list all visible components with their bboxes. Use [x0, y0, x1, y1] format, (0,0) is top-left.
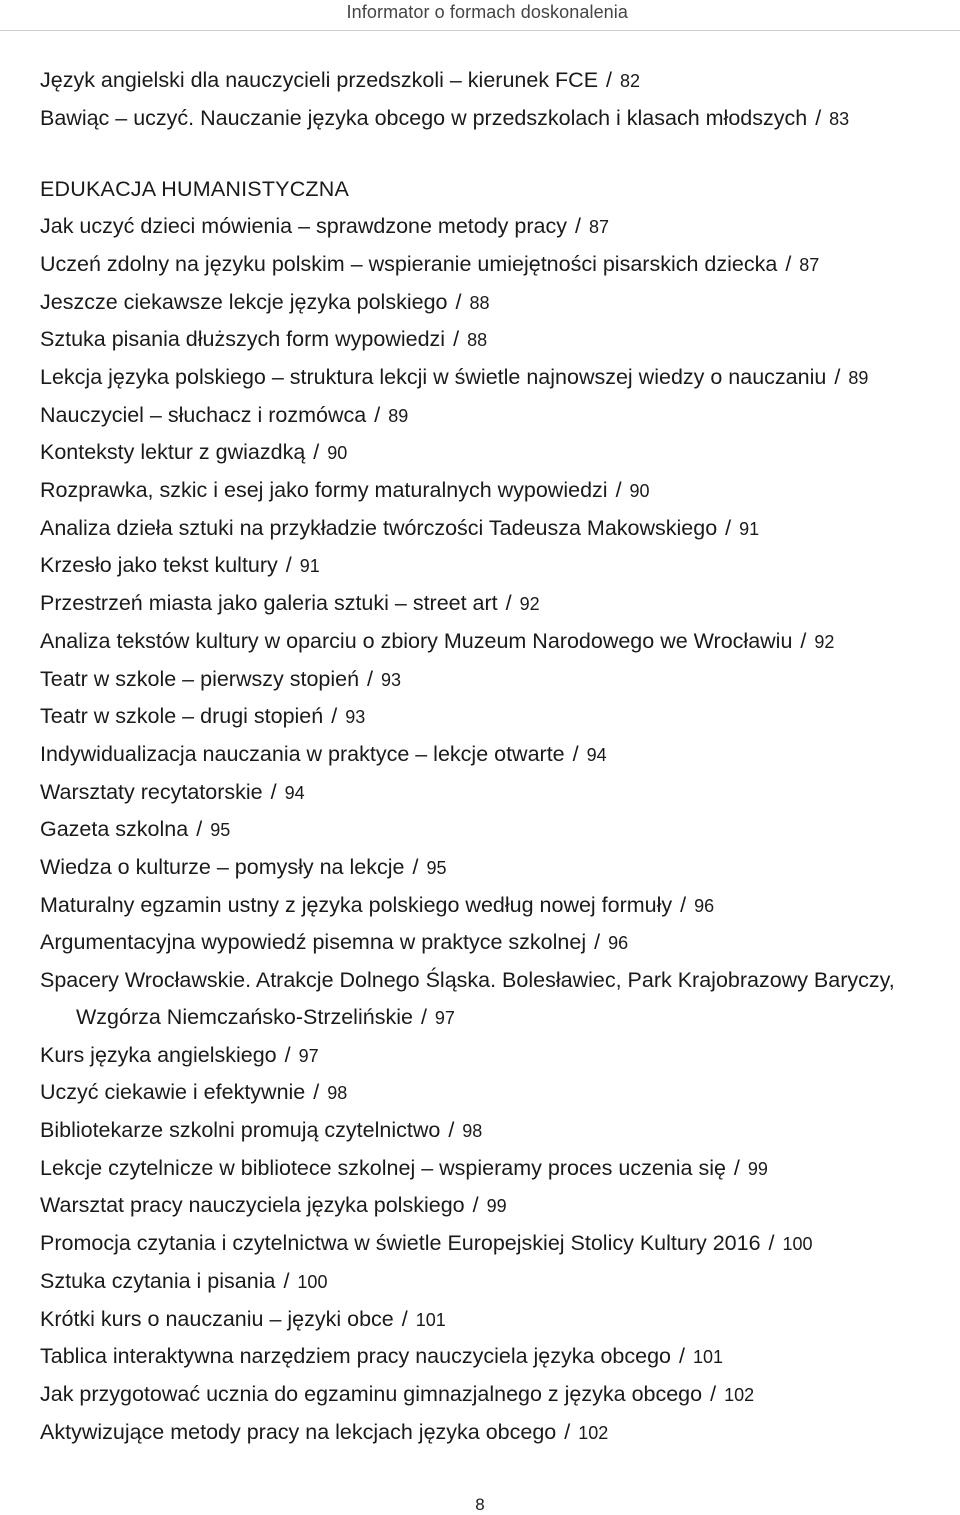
toc-entry-page: 91 [299, 556, 320, 577]
toc-entry-page: 89 [388, 405, 409, 426]
toc-entry [40, 359, 950, 397]
toc-entry-page: 96 [608, 933, 629, 954]
toc-entry-title-line1: Spacery Wrocławskie. Atrakcje Dolnego Śląska. Bolesławiec, Park Krajobrazowy Baryczy, [40, 968, 895, 993]
toc-entry-page: 90 [327, 443, 348, 464]
toc-entry-page: 83 [829, 108, 850, 129]
toc-entry-title: Teatr w szkole – drugi stopień [40, 704, 324, 729]
toc-entry [40, 1338, 950, 1376]
toc-entry-page: 92 [519, 594, 540, 615]
toc-entry-page: 101 [415, 1309, 446, 1330]
toc-entry-title: Jak przygotować ucznia do egzaminu gimnazjalnego z języka obcego [40, 1381, 703, 1406]
toc-entry-page: 89 [848, 367, 869, 388]
toc-entry-page: 93 [345, 707, 366, 728]
toc-entry [40, 585, 950, 623]
toc-separator: / [313, 440, 320, 465]
toc-separator: / [606, 68, 613, 92]
toc-separator: / [680, 892, 687, 917]
toc-separator: / [725, 515, 732, 540]
toc-entry-page: 87 [588, 217, 609, 238]
toc-separator: / [800, 628, 807, 653]
toc-entry-title: Bibliotekarze szkolni promują czytelnictwo [40, 1117, 441, 1142]
toc-entry [40, 62, 950, 100]
toc-entry [40, 1112, 950, 1150]
toc-separator: / [679, 1344, 685, 1369]
toc-entry [40, 284, 950, 322]
toc-entry-title: Analiza dzieła sztuki na przykładzie twórczości Tadeusza Makowskiego [40, 515, 718, 540]
toc-entry [40, 246, 950, 284]
toc-entry-title: Krzesło jako tekst kultury [40, 553, 278, 578]
toc-entry-title: Bawiąc – uczyć. Nauczanie języka obcego w przedszkolach i klasach młodszych [40, 105, 808, 130]
toc-entry [40, 924, 950, 962]
toc-entry-title: Przestrzeń miasta jako galeria sztuki – street art [40, 591, 498, 616]
toc-entry-title: Teatr w szkole – pierwszy stopień [40, 666, 360, 691]
toc-entry-title: Warsztaty recytatorskie [40, 779, 263, 804]
page-number: 8 [475, 1495, 485, 1514]
toc-separator: / [420, 1004, 427, 1029]
toc-separator: / [815, 105, 822, 130]
toc-entry-title: Aktywizujące metody pracy na lekcjach języka obcego [40, 1419, 557, 1444]
toc-entry-title: Argumentacyjna wypowiedź pisemna w praktyce szkolnej [40, 930, 587, 955]
toc-entry-page: 82 [620, 71, 641, 91]
toc-separator: / [196, 817, 203, 842]
toc-entry [40, 887, 950, 925]
toc-entry [40, 1263, 950, 1301]
toc-entry-title: Język angielski dla nauczycieli przedszkoli – kierunek FCE [40, 68, 599, 92]
toc-separator: / [284, 1042, 291, 1067]
toc-entry-title: Tablica interaktywna narzędziem pracy nauczyciela języka obcego [40, 1344, 671, 1369]
toc-entry [40, 774, 950, 812]
toc-entry-page: 98 [327, 1083, 348, 1104]
toc-entry-title: Kurs języka angielskiego [40, 1042, 277, 1067]
toc-entry-title: Promocja czytania i czytelnictwa w świetle Europejskiej Stolicy Kultury 2016 [40, 1231, 761, 1256]
toc-entry-title: Lekcje czytelnicze w bibliotece szkolnej – wspieramy proces uczenia się [40, 1155, 726, 1180]
toc-separator: / [270, 779, 277, 804]
toc-separator: / [401, 1306, 408, 1331]
toc-entry-page: 93 [381, 669, 402, 690]
toc-separator: / [594, 930, 601, 955]
toc-entry [40, 472, 950, 510]
toc-entry [40, 1074, 950, 1112]
toc-entry [40, 849, 950, 887]
toc-entry-page: 101 [692, 1347, 724, 1368]
toc-entry-continuation [40, 999, 950, 1037]
toc-entry [40, 736, 950, 774]
toc-entry [40, 1414, 950, 1452]
toc-entry-title: Lekcja języka polskiego – struktura lekcji w świetle najnowszej wiedzy o nauczaniu [40, 364, 827, 389]
toc-separator: / [453, 327, 460, 352]
toc-entry-title: Uczyć ciekawie i efektywnie [40, 1080, 306, 1105]
toc-entry [40, 547, 950, 585]
toc-entry-page: 97 [434, 1007, 455, 1028]
toc-separator: / [472, 1193, 479, 1218]
toc-separator: / [448, 1117, 455, 1142]
toc-separator: / [768, 1231, 775, 1256]
toc-entry-page: 94 [284, 782, 305, 803]
toc-entry-page: 100 [297, 1271, 328, 1292]
running-header [0, 0, 960, 31]
toc-entry-page: 92 [814, 631, 835, 652]
toc-entry [40, 510, 950, 548]
toc-separator: / [564, 1419, 571, 1444]
toc-separator: / [733, 1155, 740, 1180]
toc-entry [40, 1301, 950, 1339]
toc-separator: / [785, 251, 792, 276]
header-title: Informator o formach doskonalenia [346, 2, 628, 22]
toc-separator: / [283, 1268, 290, 1293]
toc-entry-title: Indywidualizacja nauczania w praktyce – lekcje otwarte [40, 741, 565, 766]
toc-entry-page: 94 [586, 744, 607, 765]
toc-entry-title: Sztuka pisania dłuższych form wypowiedzi [40, 327, 446, 352]
toc-separator: / [505, 591, 512, 616]
toc-entry-page: 88 [469, 292, 490, 313]
toc-separator: / [285, 553, 292, 578]
toc-entry [40, 1187, 950, 1225]
section-heading: EDUKACJA HUMANISTYCZNA [40, 177, 350, 202]
toc-entry [40, 321, 950, 359]
toc-entry [40, 1150, 950, 1188]
toc-entry [40, 100, 950, 138]
toc-entry [40, 1037, 950, 1075]
toc-entry-page: 95 [426, 858, 447, 879]
toc-entry [40, 434, 950, 472]
toc-entry [40, 661, 950, 699]
toc-entry [40, 811, 950, 849]
toc-separator: / [412, 855, 419, 880]
toc-entry-page: 87 [799, 254, 820, 275]
toc-entry [40, 1225, 950, 1263]
toc-entry-title: Gazeta szkolna [40, 817, 189, 842]
toc-entry-page: 99 [486, 1196, 507, 1217]
toc-entry [40, 698, 950, 736]
toc-entry-title: Rozprawka, szkic i esej jako formy maturalnych wypowiedzi [40, 478, 608, 503]
toc-entry-title: Analiza tekstów kultury w oparciu o zbiory Muzeum Narodowego we Wrocławiu [40, 628, 793, 653]
toc-separator: / [331, 704, 338, 729]
toc-entry [40, 1376, 950, 1414]
toc-entry-title: Jak uczyć dzieci mówienia – sprawdzone metody pracy [40, 214, 567, 239]
toc-entry [40, 623, 950, 661]
toc-entry-title-line2: Wzgórza Niemczańsko-Strzelińskie [76, 1004, 413, 1029]
toc-entry-page: 90 [629, 481, 650, 502]
toc-separator: / [710, 1381, 717, 1406]
toc-entry-title: Warsztat pracy nauczyciela języka polskiego [40, 1193, 465, 1218]
toc-entry-title: Krótki kurs o nauczaniu – języki obce [40, 1306, 394, 1331]
toc-entry-title: Jeszcze ciekawsze lekcje języka polskiego [40, 289, 448, 314]
toc-entry-title: Wiedza o kulturze – pomysły na lekcje [40, 855, 405, 880]
toc-separator: / [313, 1080, 320, 1105]
table-of-contents [40, 62, 950, 1451]
toc-entry-title: Sztuka czytania i pisania [40, 1268, 276, 1293]
toc-separator: / [615, 478, 622, 503]
toc-entry-page: 102 [578, 1422, 609, 1443]
toc-entry-title: Uczeń zdolny na języku polskim – wspieranie umiejętności pisarskich dziecka [40, 251, 778, 276]
toc-separator: / [572, 741, 579, 766]
toc-entry [40, 208, 950, 246]
toc-entry-page: 99 [747, 1158, 768, 1179]
toc-separator: / [367, 666, 374, 691]
toc-entry-page: 88 [467, 330, 488, 351]
toc-entry [40, 397, 950, 435]
toc-entry-page: 97 [298, 1045, 319, 1066]
toc-entry-title: Nauczyciel – słuchacz i rozmówca [40, 402, 367, 427]
toc-entry-page: 100 [782, 1234, 813, 1255]
toc-entry-page: 102 [724, 1384, 755, 1405]
toc-separator: / [834, 364, 841, 389]
toc-entry-page: 91 [739, 518, 760, 539]
toc-entry-page: 98 [462, 1120, 483, 1141]
toc-separator: / [374, 402, 381, 427]
toc-entry-page: 95 [210, 820, 231, 841]
toc-separator: / [574, 214, 581, 239]
toc-entry-title: Konteksty lektur z gwiazdką [40, 440, 306, 465]
toc-separator: / [455, 289, 462, 314]
toc-entry-title: Maturalny egzamin ustny z języka polskiego według nowej formuły [40, 892, 673, 917]
toc-entry-page: 96 [694, 895, 715, 916]
toc-entry-wrapped [40, 962, 950, 1036]
